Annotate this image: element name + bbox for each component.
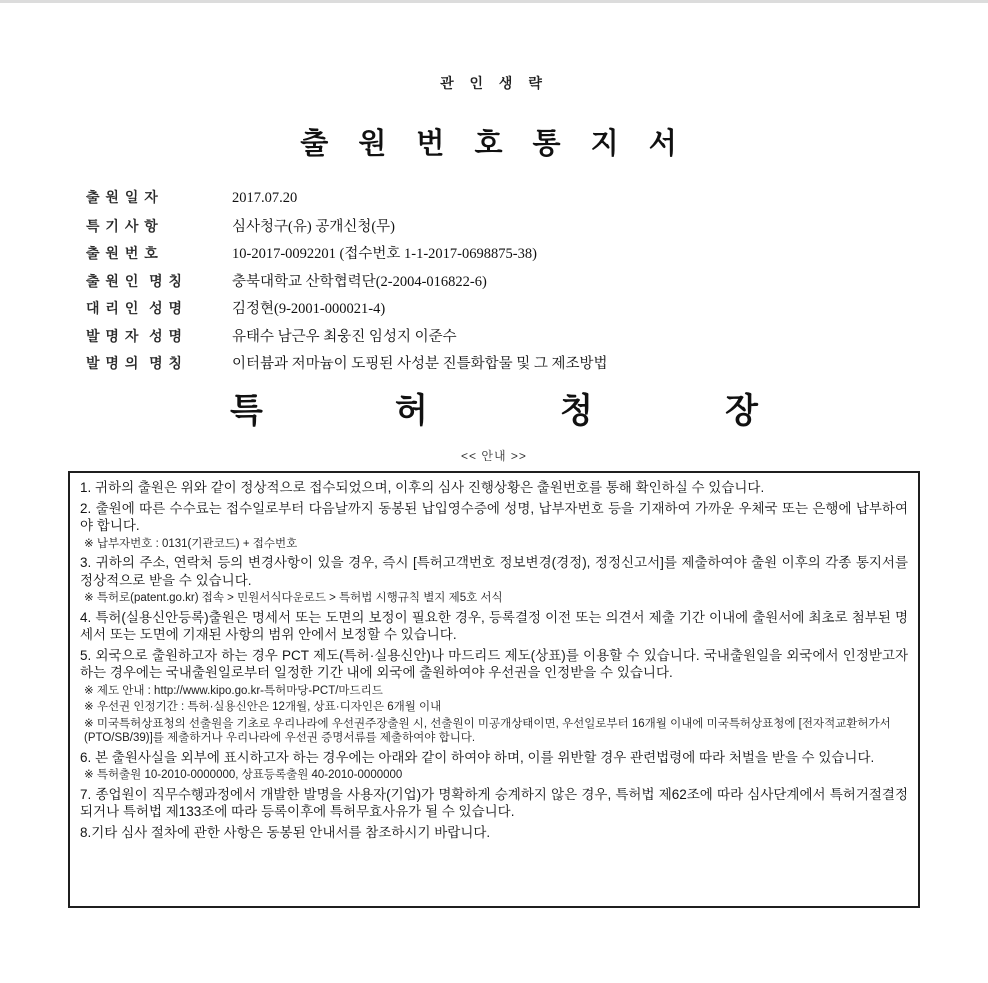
field-value-agent-name: 김정현(9-2001-000021-4) [232,301,386,317]
issuer-char: 장 [725,392,758,430]
notice-item-7: 7. 종업원이 직무수행과정에서 개발한 발명을 사용자(기업)가 명확하게 승계하지 않은 경우, 특허법 제62조에 따라 심사단계에서 특허거절결정되거나 특허법 제133조에 따라 등록이후에 특허무효사유가 될 수 있습니다. [80,786,908,819]
field-value-inventor-names: 유태수 남근우 최웅진 임성지 이준수 [232,328,457,345]
notice-item-5-note-priority-period: ※ 우선권 인정기간 : 특허·실용신안은 12개월, 상표·디자인은 6개월 이내 [84,701,442,713]
document-title: 출 원 번 호 통 지 서 [300,128,688,160]
field-row-invention-title [86,352,906,380]
notice-item-6: 6. 본 출원사실을 외부에 표시하고자 하는 경우에는 아래와 같이 하여야 하며, 이를 위반할 경우 관련법령에 따라 처벌을 받을 수 있습니다. [80,749,875,765]
field-value-special-notes: 심사청구(유) 공개신청(무) [232,218,396,235]
notice-item-2-note-payer-number: ※ 납부자번호 : 0131(기관코드) + 접수번호 [84,537,298,550]
field-label-special-notes: 특 기 사 항 [86,217,159,234]
field-row-application-number [86,242,906,270]
guide-notice-box [68,471,920,908]
notice-item-3-note-patent-go-kr: ※ 특허로(patent.go.kr) 접속 > 민원서식다운로드 > 특허법 시행규칙 별지 제5호 서식 [84,592,503,604]
notice-item-1: 1. 귀하의 출원은 위와 같이 정상적으로 접수되었으며, 이후의 심사 진행상황은 출원번호를 통해 확인하실 수 있습니다. [80,480,765,495]
field-label-application-number: 출 원 번 호 [86,245,159,261]
field-value-filing-date: 2017.07.20 [232,190,298,206]
notice-item-2: 2. 출원에 따른 수수료는 접수일로부터 다음날까지 동봉된 납입영수증에 성명, 납부자번호 등을 기재하여 가까운 우체국 또는 은행에 납부하여야 합니다. [80,500,908,533]
field-value-applicant-name: 충북대학교 산학협력단(2-2004-016822-6) [232,273,487,290]
field-label-agent-name: 대 리 인 성 명 [86,300,184,316]
issuer-commissioner-kipo [230,383,758,432]
field-row-inventor-names [86,325,906,353]
notice-item-4: 4. 특허(실용신안등록)출원은 명세서 또는 도면의 보정이 필요한 경우, 등록결정 이전 또는 의견서 제출 기간 이내에 출원서에 최초로 첨부된 명세서 또는 도면에 기재된 사항의 범위 안에서 보정할 수 있습니다. [80,609,908,642]
field-label-invention-title: 발 명 의 명 칭 [86,355,184,371]
field-label-applicant-name: 출 원 인 명 칭 [86,272,184,289]
field-label-filing-date: 출 원 일 자 [86,189,159,205]
notice-item-3: 3. 귀하의 주소, 연락처 등의 변경사항이 있을 경우, 즉시 [특허고객번호 정보변경(경정), 정정신고서]를 제출하여야 출원 이후의 각종 통지서를 정상적으로 받을 수 있습니다. [80,555,908,588]
issuer-char: 허 [395,392,428,430]
field-label-inventor-names: 발 명 자 성 명 [86,327,184,344]
notice-item-5-note-system-guide: ※ 제도 안내 : http://www.kipo.go.kr-특허마당-PCT/마드리드 [84,684,383,697]
field-value-application-number: 10-2017-0092201 (접수번호 1-1-2017-0698875-38) [232,246,537,262]
issuer-char: 청 [560,392,593,430]
notice-item-6-note-marking-example: ※ 특허출원 10-2010-0000000, 상표등록출원 40-2010-0000000 [84,769,403,781]
field-value-invention-title: 이터븀과 저마늄이 도핑된 사성분 진틀화합물 및 그 제조방법 [232,356,608,372]
field-row-filing-date [86,187,906,215]
field-row-applicant-name [86,270,906,298]
seal-omitted-note: 관 인 생 략 [440,75,548,91]
field-row-agent-name [86,297,906,325]
issuer-char: 특 [230,392,263,430]
field-row-special-notes [86,215,906,243]
notice-item-8: 8.기타 심사 절차에 관한 사항은 동봉된 안내서를 참조하시기 바랍니다. [80,824,491,840]
notice-item-5-note-uspto: ※ 미국특허상표청의 선출원을 기초로 우리나라에 우선권주장출원 시, 선출원이 미공개상태이면, 우선일로부터 16개월 이내에 미국특허상표청에 [전자적교환허가서(PTO/SB/39)]를 제출하거나 우리나라에 우선권 증명서류를 제출하여야 합니다. [84,717,891,744]
guide-section-header: << 안내 >> [461,449,527,463]
notice-item-5: 5. 외국으로 출원하고자 하는 경우 PCT 제도(특허·실용신안)나 마드리드 제도(상표)를 이용할 수 있습니다. 국내출원일을 외국에서 인정받고자 하는 경우에는 국내출원일로부터 일정한 기간 내에 외국에 출원하여야 우선권을 인정받을 수 있습니다. [80,647,908,680]
application-fields [86,187,906,380]
